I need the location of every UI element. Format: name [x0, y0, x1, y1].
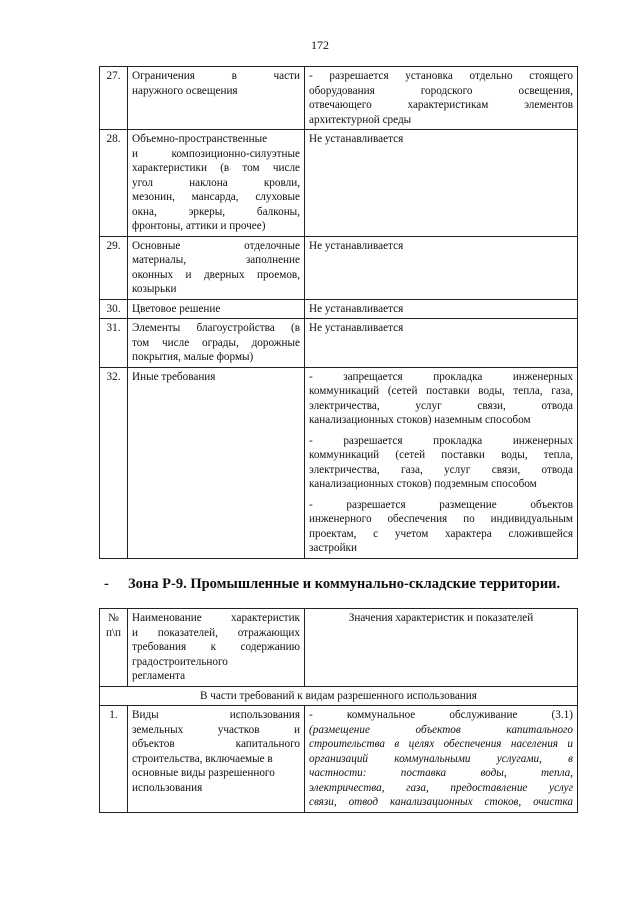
header-num-cell	[100, 609, 128, 687]
section-title: В части требований к видам разрешенного использования	[100, 686, 578, 706]
row-value-cell	[305, 319, 578, 368]
row-name-cell	[128, 67, 305, 130]
header-name-cell	[128, 609, 305, 687]
row-value-line: электричества, газа, предоставление услуг	[309, 781, 573, 794]
zone-heading	[104, 576, 624, 593]
table-row	[100, 236, 578, 299]
value-paragraph	[309, 498, 573, 556]
row-value-line: организаций коммунальными услугами, в	[309, 752, 573, 765]
row-name-line: том числе ограды, дорожные	[132, 336, 300, 349]
header-num-line: п\п	[105, 626, 122, 639]
value-line: коммуникаций (сетей поставки воды, тепла,	[309, 449, 573, 461]
value-paragraph	[309, 302, 573, 317]
value-line: электричества, услуг связи, отвода	[309, 399, 573, 412]
value-line: проектам, с учетом характера сложившейся	[309, 527, 573, 540]
row-name-line: мезонин, мансарда, слуховые	[132, 191, 300, 203]
row-num: 28.	[100, 130, 128, 237]
row-num: 27.	[100, 67, 128, 130]
header-name-line: требования к содержанию	[132, 641, 300, 653]
value-line: Не устанавливается	[309, 239, 404, 252]
value-paragraph	[309, 370, 573, 428]
row-value-line: (размещение объектов капитального	[309, 723, 573, 736]
row-name-line: угол наклона кровли,	[132, 176, 300, 189]
row-name-cell	[128, 299, 305, 319]
row-name-line: Объемно-пространственные	[132, 133, 268, 145]
row-num: 31.	[100, 319, 128, 368]
value-line: оборудования городского освещения,	[309, 84, 573, 97]
value-line: - запрещается прокладка инженерных	[309, 370, 573, 383]
row-value-line: - коммунальное обслуживание (3.1)	[309, 709, 573, 721]
row-name-cell	[128, 319, 305, 368]
row-name-line: строительства, включаемые в	[132, 752, 273, 765]
requirements-table-continued	[99, 66, 578, 559]
value-line: канализационных стоков) подземным способом	[309, 478, 537, 490]
header-value-cell: Значения характеристик и показателей	[305, 609, 578, 687]
row-name-line: основные виды разрешенного	[132, 767, 275, 779]
value-paragraph	[309, 132, 573, 147]
row-name-line: Иные требования	[132, 370, 216, 383]
table-row	[100, 67, 578, 130]
value-paragraph	[309, 434, 573, 492]
value-line: инженерного обеспечения по индивидуальным	[309, 513, 573, 525]
row-name-cell	[128, 706, 305, 813]
table-row	[100, 299, 578, 319]
table-row	[100, 367, 578, 558]
row-name-line: наружного освещения	[132, 84, 238, 97]
header-name-line: регламента	[132, 670, 186, 682]
value-paragraph	[309, 69, 573, 127]
row-name-line: фронтоны, аттики и прочее)	[132, 220, 266, 232]
value-line: Не устанавливается	[309, 133, 404, 145]
heading-text: Зона Р-9. Промышленные и коммунально-складские территории.	[128, 576, 561, 592]
row-name-line: использования	[132, 781, 203, 794]
row-num: 30.	[100, 299, 128, 319]
table-row	[100, 319, 578, 368]
value-line: отвечающего характеристикам элементов	[309, 99, 573, 111]
value-paragraph	[309, 239, 573, 254]
row-value-cell	[305, 299, 578, 319]
row-name-line: и композиционно-силуэтные	[132, 147, 300, 160]
row-value-cell	[305, 130, 578, 237]
section-row	[100, 686, 578, 706]
value-line: архитектурной среды	[309, 113, 412, 126]
value-line: электричества, газа, услуг связи, отвода	[309, 463, 573, 476]
row-value-line: строительства в целях обеспечения населения и	[309, 738, 573, 750]
row-num: 32.	[100, 367, 128, 558]
row-name-line: Элементы благоустройства (в	[132, 322, 300, 334]
row-name-line: материалы, заполнение	[132, 254, 300, 266]
value-line: застройки	[309, 542, 357, 554]
header-name-line: градостроительного	[132, 655, 228, 668]
row-name-line: земельных участков и	[132, 723, 300, 736]
value-line: канализационных стоков) наземным способом	[309, 414, 531, 426]
row-value-line: частности: поставка воды, тепла,	[309, 767, 573, 779]
table-row	[100, 130, 578, 237]
heading-dash: -	[104, 576, 109, 592]
value-paragraph	[309, 321, 573, 336]
table-header-row	[100, 609, 578, 687]
header-num-line: №	[108, 612, 119, 624]
page-number: 172	[311, 38, 329, 52]
row-name-line: характеристики (в том числе	[132, 162, 300, 174]
value-line: - разрешается размещение объектов	[309, 498, 573, 511]
row-value-cell	[305, 236, 578, 299]
row-value-cell	[305, 367, 578, 558]
row-name-line: Цветовое решение	[132, 302, 221, 315]
value-line: коммуникаций (сетей поставки воды, тепла, газа,	[309, 385, 573, 397]
row-name-cell	[128, 367, 305, 558]
row-name-line: козырьки	[132, 283, 177, 295]
row-name-line: Основные отделочные	[132, 239, 300, 252]
row-num: 1.	[100, 706, 128, 813]
row-name-cell	[128, 236, 305, 299]
row-value-cell	[305, 67, 578, 130]
row-value-cell	[305, 706, 578, 813]
row-name-cell	[128, 130, 305, 237]
value-line: Не устанавливается	[309, 322, 404, 334]
row-num: 29.	[100, 236, 128, 299]
header-name-line: и показателей, отражающих	[132, 626, 300, 639]
row-value-line: связи, отвод канализационных стоков, очистка	[309, 796, 573, 808]
value-line: - разрешается установка отдельно стоящего	[309, 70, 573, 82]
row-name-line: объектов капитального	[132, 738, 300, 750]
row-name-line: оконных и дверных проемов,	[132, 268, 300, 281]
value-line: - разрешается прокладка инженерных	[309, 434, 573, 447]
table-row	[100, 706, 578, 813]
header-name-line: Наименование характеристик	[132, 612, 300, 624]
row-name-line: окна, эркеры, балконы,	[132, 205, 300, 218]
value-line: Не устанавливается	[309, 302, 404, 315]
row-name-line: Виды использования	[132, 709, 300, 721]
row-name-line: покрытия, малые формы)	[132, 351, 254, 363]
zone-r9-table	[99, 608, 578, 813]
row-name-line: Ограничения в части	[132, 70, 300, 82]
